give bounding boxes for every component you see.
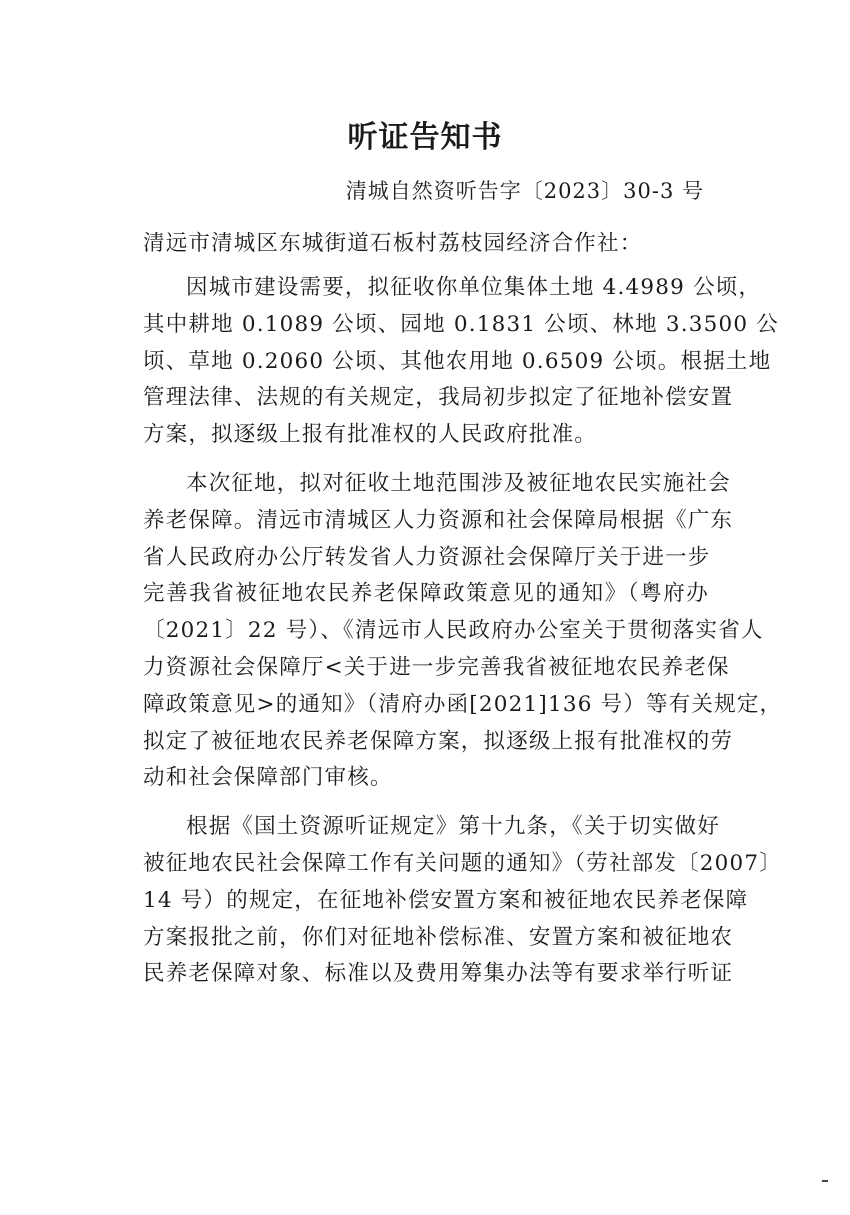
paragraph-line: 被征地农民社会保障工作有关问题的通知》（劳社部发〔2007〕 <box>143 850 782 876</box>
paragraph-line: 养老保障。清远市清城区人力资源和社会保障局根据《广东 <box>143 507 734 533</box>
paragraph-line: 因城市建设需要，拟征收你单位集体土地 4.4989 公顷， <box>186 275 762 300</box>
paragraph-line: 〔2021〕22 号）、《清远市人民政府办公室关于贯彻落实省人 <box>143 618 764 644</box>
paragraph-line: 管理法律、法规的有关规定，我局初步拟定了征地补偿安置 <box>143 385 734 411</box>
paragraph-line: 拟定了被征地农民养老保障方案，拟逐级上报有批准权的劳 <box>143 728 734 754</box>
document-title: 听证告知书 <box>347 120 503 155</box>
body-text <box>143 270 783 993</box>
paragraph-line: 完善我省被征地农民养老保障政策意见的通知》（粤府办 <box>143 581 709 607</box>
paragraph-line: 省人民政府办公厅转发省人力资源社会保障厅关于进一步 <box>143 544 711 570</box>
paragraph-line: 方案，拟逐级上报有批准权的人民政府批准。 <box>143 422 598 448</box>
addressee: 清远市清城区东城街道石板村荔枝园经济合作社： <box>143 231 643 256</box>
paragraph-line: 本次征地，拟对征收土地范围涉及被征地农民实施社会 <box>186 470 731 496</box>
paragraph-gap <box>143 797 709 809</box>
paragraph-gap <box>143 454 709 466</box>
paragraph-line: 根据《国土资源听证规定》第十九条，《关于切实做好 <box>186 814 721 840</box>
paragraph-line: 动和社会保障部门审核。 <box>143 765 393 791</box>
document-number: 清城自然资听告字〔2023〕30-3 号 <box>345 179 704 203</box>
paragraph-line: 顷、草地 0.2060 公顷、其他农用地 0.6509 公顷。根据土地 <box>143 348 772 374</box>
paragraph-line: 14 号）的规定，在征地补偿安置方案和被征地农民养老保障 <box>143 887 749 913</box>
scan-mark <box>822 1180 828 1182</box>
paragraph-line: 障政策意见>的通知》（清府办函[2021]136 号）等有关规定， <box>143 691 783 717</box>
paragraph-line: 民养老保障对象、标准以及费用筹集办法等有要求举行听证 <box>143 961 734 987</box>
paragraph-line: 力资源社会保障厅<关于进一步完善我省被征地农民养老保 <box>143 654 730 680</box>
paragraph-line: 方案报批之前，你们对征地补偿标准、安置方案和被征地农 <box>143 924 734 950</box>
paragraph-line: 其中耕地 0.1089 公顷、园地 0.1831 公顷、林地 3.3500 公 <box>143 311 779 337</box>
